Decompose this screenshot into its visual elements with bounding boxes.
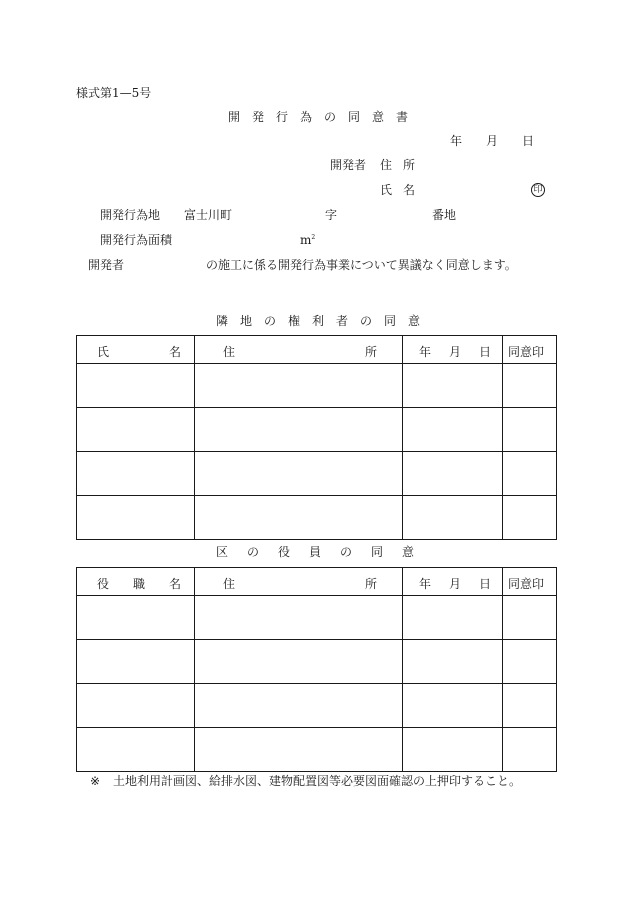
header-char: 氏 <box>97 345 110 359</box>
heading-char: の <box>264 314 277 328</box>
date-cell[interactable] <box>403 684 503 728</box>
role-cell[interactable] <box>77 684 195 728</box>
role-cell[interactable] <box>77 640 195 684</box>
heading-char: 同 <box>384 314 397 328</box>
heading-char: 意 <box>402 545 415 559</box>
site-label: 開発行為地 <box>100 208 161 222</box>
header-char: 日 <box>479 345 492 359</box>
header-char: 役 <box>97 577 110 591</box>
table-row <box>77 364 557 408</box>
area-label: 開発行為面積 <box>100 233 173 247</box>
heading-char: 者 <box>336 314 349 328</box>
address-cell[interactable] <box>195 452 403 496</box>
table-row <box>77 640 557 684</box>
seal-cell[interactable] <box>503 496 557 540</box>
date-day-unit: 日 <box>522 134 535 148</box>
col-seal-header <box>503 568 557 596</box>
district-officer-consent-table <box>76 567 557 772</box>
site-aza: 字 <box>325 208 338 222</box>
table-row <box>77 684 557 728</box>
applicant-address-label: 所 <box>403 158 416 172</box>
address-cell[interactable] <box>195 640 403 684</box>
heading-char: 権 <box>288 314 301 328</box>
header-char: 所 <box>365 345 378 359</box>
header-char: 職 <box>133 577 146 591</box>
col-address-header <box>195 568 403 596</box>
table-row <box>77 408 557 452</box>
col-date-header <box>403 568 503 596</box>
heading-char: 同 <box>371 545 384 559</box>
consent-prefix: 開発者 <box>88 258 125 272</box>
date-cell[interactable] <box>403 408 503 452</box>
seal-cell[interactable] <box>503 684 557 728</box>
col-name-header <box>77 336 195 364</box>
area-unit-base: m <box>300 233 312 247</box>
address-cell[interactable] <box>195 364 403 408</box>
date-cell[interactable] <box>403 728 503 772</box>
heading-char: 区 <box>216 545 229 559</box>
name-cell[interactable] <box>77 452 195 496</box>
header-char: 日 <box>479 577 492 591</box>
heading-char: の <box>340 545 353 559</box>
note-text: 土地利用計画図、給排水図、建物配置図等必要図面確認の上押印すること。 <box>113 774 522 788</box>
address-cell[interactable] <box>195 596 403 640</box>
heading-char: 員 <box>309 545 322 559</box>
heading-char: の <box>247 545 260 559</box>
col-seal-header <box>503 336 557 364</box>
date-cell[interactable] <box>403 452 503 496</box>
table-header-row <box>77 336 557 364</box>
seal-mark: 印 <box>531 183 545 197</box>
neighbor-consent-table <box>76 335 557 540</box>
heading-char: 意 <box>408 314 421 328</box>
area-unit <box>300 233 315 247</box>
title-char: 発 <box>252 110 265 124</box>
title-char: 開 <box>228 110 241 124</box>
header-char: 月 <box>449 577 462 591</box>
seal-cell[interactable] <box>503 640 557 684</box>
table-row <box>77 728 557 772</box>
applicant-address-label: 住 <box>380 158 393 172</box>
title-char: 為 <box>300 110 313 124</box>
form-number: 様式第1—5号 <box>76 86 152 100</box>
header-char: 住 <box>223 345 236 359</box>
header-char: 年 <box>419 345 432 359</box>
site-banchi: 番地 <box>432 208 457 222</box>
seal-cell[interactable] <box>503 452 557 496</box>
seal-cell[interactable] <box>503 728 557 772</box>
site-town: 富士川町 <box>184 208 233 222</box>
header-char: 所 <box>365 577 378 591</box>
header-text: 同意印 <box>508 345 545 359</box>
role-cell[interactable] <box>77 596 195 640</box>
date-cell[interactable] <box>403 496 503 540</box>
col-role-header <box>77 568 195 596</box>
name-cell[interactable] <box>77 364 195 408</box>
header-char: 年 <box>419 577 432 591</box>
consent-body: の施工に係る開発行為事業について異議なく同意します。 <box>206 258 517 272</box>
header-char: 名 <box>169 577 182 591</box>
header-char: 月 <box>449 345 462 359</box>
date-cell[interactable] <box>403 596 503 640</box>
seal-cell[interactable] <box>503 364 557 408</box>
heading-char: 地 <box>240 314 253 328</box>
note-mark: ※ <box>90 774 101 788</box>
applicant-label: 開発者 <box>330 158 367 172</box>
table-row <box>77 496 557 540</box>
col-address-header <box>195 336 403 364</box>
title-char: 書 <box>396 110 409 124</box>
table-row <box>77 452 557 496</box>
date-year-unit: 年 <box>450 134 463 148</box>
title-char: 行 <box>276 110 289 124</box>
area-unit-sup: 2 <box>311 234 316 241</box>
title-char: 意 <box>372 110 385 124</box>
table-row <box>77 596 557 640</box>
table-header-row <box>77 568 557 596</box>
header-text: 同意印 <box>508 577 545 591</box>
address-cell[interactable] <box>195 684 403 728</box>
name-cell[interactable] <box>77 408 195 452</box>
name-cell[interactable] <box>77 496 195 540</box>
heading-char: 役 <box>278 545 291 559</box>
address-cell[interactable] <box>195 728 403 772</box>
date-month-unit: 月 <box>486 134 499 148</box>
seal-cell[interactable] <box>503 408 557 452</box>
title-char: の <box>324 110 337 124</box>
address-cell[interactable] <box>195 496 403 540</box>
title-char: 同 <box>348 110 361 124</box>
heading-char: 利 <box>312 314 325 328</box>
seal-cell[interactable] <box>503 596 557 640</box>
date-cell[interactable] <box>403 364 503 408</box>
heading-char: の <box>360 314 373 328</box>
address-cell[interactable] <box>195 408 403 452</box>
date-cell[interactable] <box>403 640 503 684</box>
header-char: 名 <box>169 345 182 359</box>
applicant-name-label: 名 <box>403 183 416 197</box>
applicant-name-label: 氏 <box>380 183 393 197</box>
col-date-header <box>403 336 503 364</box>
header-char: 住 <box>223 577 236 591</box>
role-cell[interactable] <box>77 728 195 772</box>
heading-char: 隣 <box>216 314 229 328</box>
